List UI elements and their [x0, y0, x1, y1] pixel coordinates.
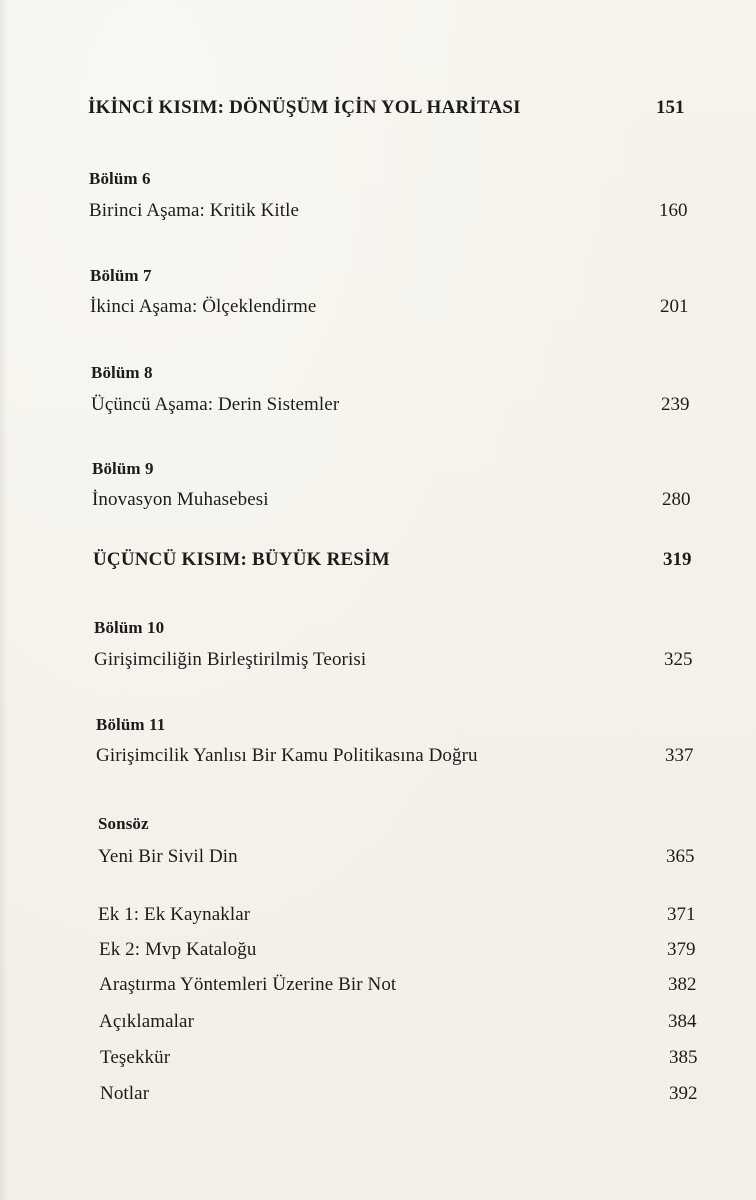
- chapter-title: Girişimciliğin Birleştirilmiş Teorisi: [94, 649, 367, 670]
- chapter-label: Bölüm 6: [89, 169, 151, 188]
- chapter-title: Girişimcilik Yanlısı Bir Kamu Politikasına Doğru: [96, 745, 478, 766]
- part-page-number: 151: [656, 97, 685, 118]
- part-title: İKİNCİ KISIM: DÖNÜŞÜM İÇİN YOL HARİTASI: [88, 97, 521, 118]
- chapter-page-number: 160: [659, 200, 688, 221]
- chapter-label: Bölüm 7: [90, 266, 152, 285]
- entry-title: Ek 2: Mvp Kataloğu: [99, 939, 257, 960]
- chapter-label: Sonsöz: [98, 814, 149, 833]
- entry-title: Ek 1: Ek Kaynaklar: [98, 904, 251, 925]
- entry-title: Açıklamalar: [99, 1011, 194, 1032]
- entry-page-number: 371: [667, 904, 696, 925]
- chapter-page-number: 201: [660, 296, 689, 317]
- part-title: ÜÇÜNCÜ KISIM: BÜYÜK RESİM: [93, 549, 390, 570]
- part-page-number: 319: [663, 549, 692, 570]
- chapter-label: Bölüm 11: [96, 715, 166, 734]
- chapter-page-number: 280: [662, 489, 691, 510]
- entry-page-number: 384: [668, 1011, 697, 1032]
- chapter-label: Bölüm 10: [94, 618, 165, 637]
- entry-page-number: 382: [668, 974, 697, 995]
- chapter-title: Birinci Aşama: Kritik Kitle: [89, 200, 300, 221]
- chapter-page-number: 239: [661, 394, 690, 415]
- chapter-title: Yeni Bir Sivil Din: [98, 846, 238, 867]
- chapter-title: İnovasyon Muhasebesi: [92, 489, 269, 510]
- chapter-label: Bölüm 9: [92, 459, 154, 478]
- page-edge-shadow: [0, 0, 8, 1200]
- entry-title: Araştırma Yöntemleri Üzerine Bir Not: [99, 974, 397, 995]
- chapter-title: Üçüncü Aşama: Derin Sistemler: [91, 394, 340, 415]
- chapter-page-number: 337: [665, 745, 694, 766]
- entry-title: Teşekkür: [100, 1047, 171, 1068]
- entry-page-number: 392: [669, 1083, 698, 1104]
- entry-page-number: 379: [667, 939, 696, 960]
- chapter-label: Bölüm 8: [91, 363, 153, 382]
- entry-page-number: 385: [669, 1047, 698, 1068]
- chapter-title: İkinci Aşama: Ölçeklendirme: [90, 296, 317, 317]
- chapter-page-number: 325: [664, 649, 693, 670]
- chapter-page-number: 365: [666, 846, 695, 867]
- entry-title: Notlar: [100, 1083, 150, 1104]
